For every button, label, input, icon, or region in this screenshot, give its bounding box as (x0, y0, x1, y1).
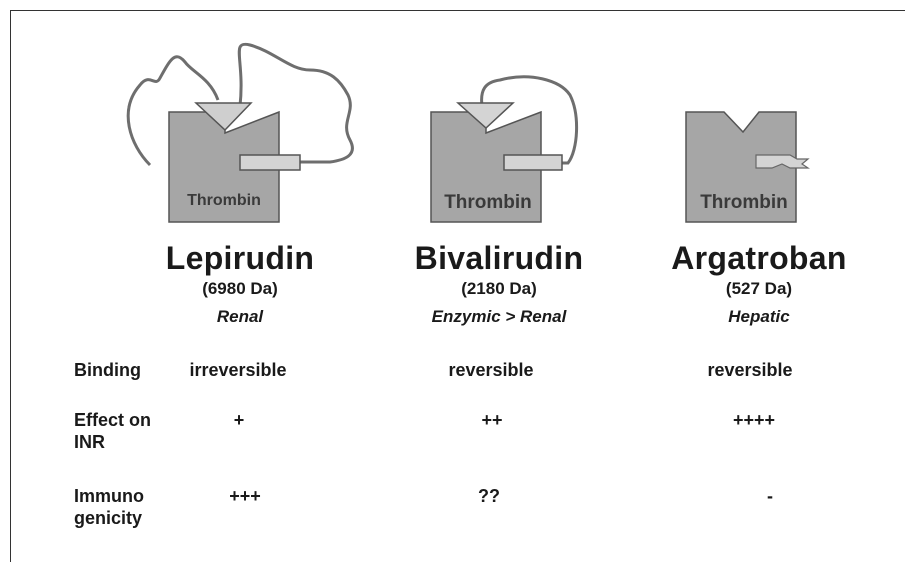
argatroban-mass: (527 Da) (725, 279, 793, 298)
argatroban-thrombin-illustration (686, 112, 808, 222)
bivalirudin-inr-value: ++ (481, 410, 503, 430)
argatroban-route: Hepatic (728, 307, 790, 326)
bivalirudin-immunogenicity-value: ?? (478, 486, 500, 506)
row-label-effect-on-inr-line2: INR (74, 432, 105, 452)
lepirudin-header (120, 240, 360, 332)
argatroban-name: Argatroban (671, 240, 847, 276)
lepirudin-thrombin-label: Thrombin (187, 192, 261, 209)
bivalirudin-header (379, 240, 619, 332)
lepirudin-mass: (6980 Da) (202, 279, 278, 298)
row-label-immunogenicity-line2: genicity (74, 508, 143, 528)
lepirudin-inr-value: + (233, 410, 245, 430)
lepirudin-thrombin-illustration (128, 44, 352, 222)
lepirudin-immunogenicity-value: +++ (229, 486, 261, 506)
lepirudin-exosite-insert (240, 155, 300, 170)
bivalirudin-exosite-insert (504, 155, 562, 170)
row-label-immunogenicity-line1: Immuno (74, 486, 144, 506)
bivalirudin-binding-value: reversible (448, 360, 534, 380)
argatroban-thrombin-label: Thrombin (700, 192, 788, 213)
bivalirudin-thrombin-illustration (431, 77, 577, 222)
lepirudin-name: Lepirudin (165, 240, 315, 276)
lepirudin-route: Renal (216, 307, 264, 326)
row-label-binding: Binding (74, 360, 141, 380)
bivalirudin-mass: (2180 Da) (461, 279, 537, 298)
argatroban-inr-value: ++++ (732, 410, 776, 430)
row-label-effect-on-inr-line1: Effect on (74, 410, 152, 430)
argatroban-immunogenicity-value: - (767, 486, 773, 506)
lepirudin-binding-value: irreversible (189, 360, 287, 380)
argatroban-binding-value: reversible (707, 360, 793, 380)
bivalirudin-route: Enzymic > Renal (431, 307, 567, 326)
argatroban-header (639, 240, 879, 332)
bivalirudin-name: Bivalirudin (414, 240, 584, 276)
bivalirudin-thrombin-label: Thrombin (444, 192, 532, 213)
